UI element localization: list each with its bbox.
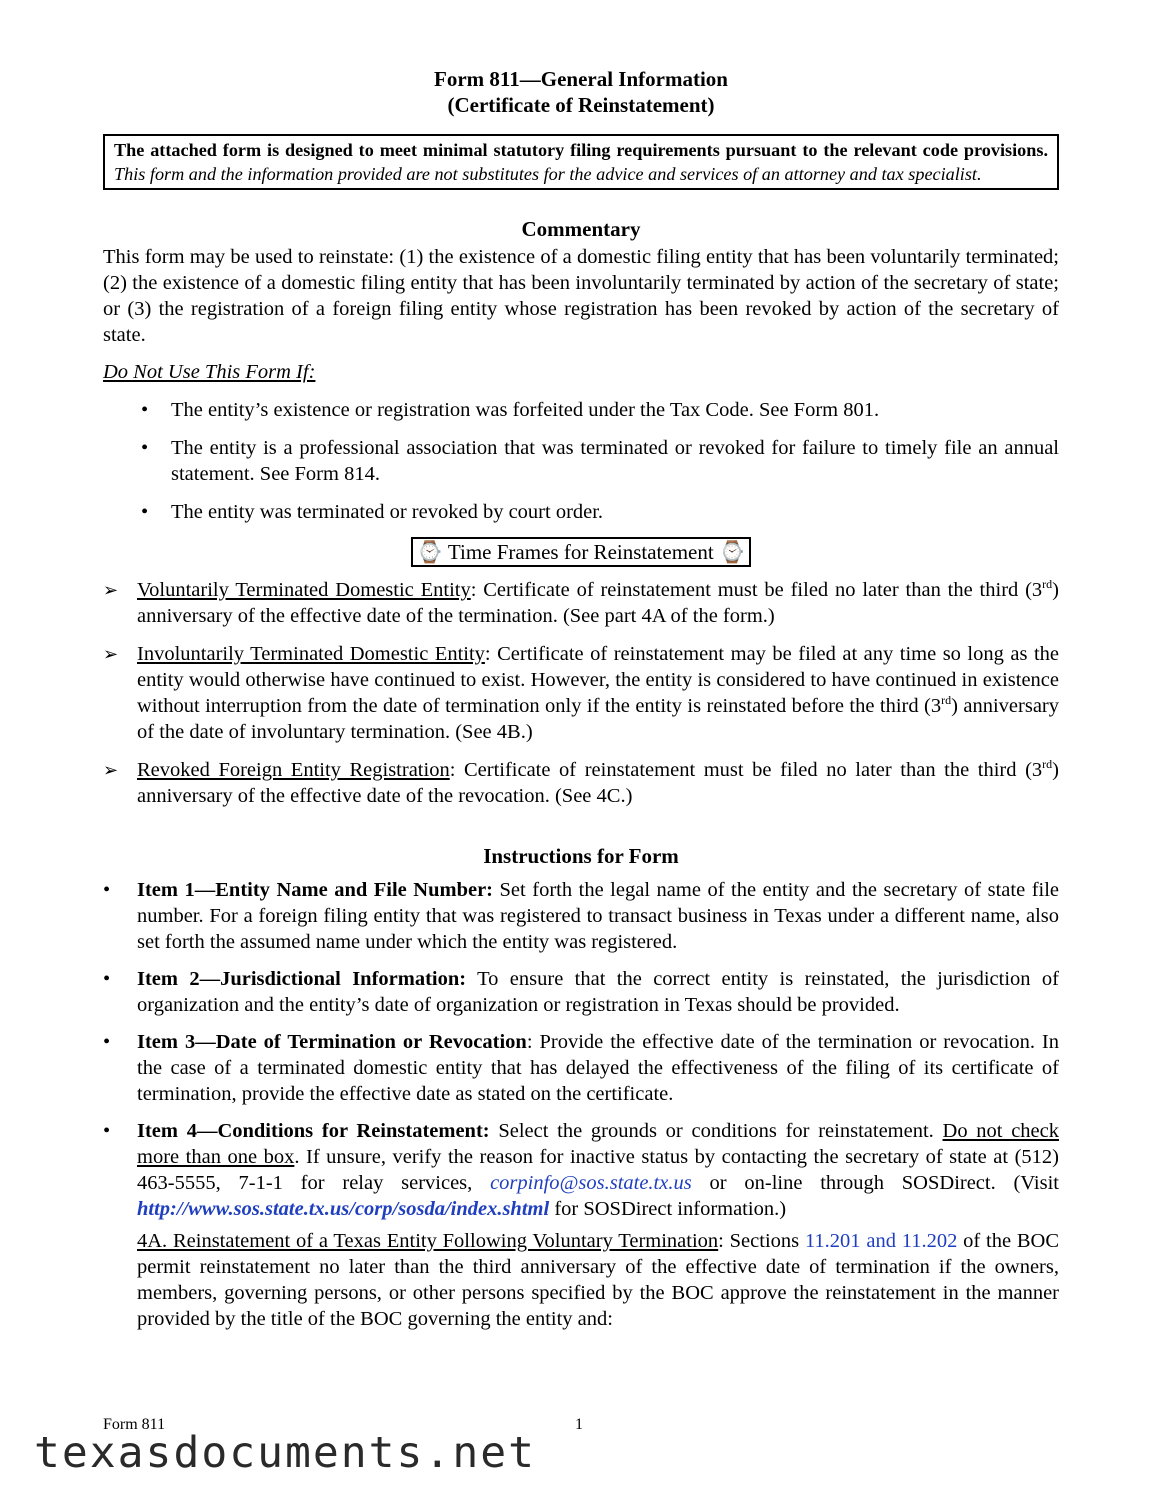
time-frames-list [103, 577, 1059, 809]
commentary-heading: Commentary [521, 217, 641, 241]
footer-page-number: 1 [575, 1416, 583, 1433]
section-4a-text: : Sections [718, 1230, 805, 1252]
email-link[interactable]: corpinfo@sos.state.tx.us [490, 1172, 692, 1194]
item-text: Set forth the legal name of the entity and the secretary of state file number. For a foreign filing entity that was registered to transact business in Texas under a different name, also set forth the assumed name under which the entity was registered. [137, 879, 1060, 953]
time-frame-title: Voluntarily Terminated Domestic Entity [137, 579, 471, 601]
bullet-icon: • [141, 501, 149, 523]
notice-italic-text: This form and the information provided are not substitutes for the advice and services of an attorney and tax specialist. [114, 164, 982, 184]
list-item [103, 877, 1059, 955]
instructions-heading: Instructions for Form [483, 844, 679, 868]
title-line-1: Form 811—General Information [434, 67, 728, 91]
arrow-bullet-icon: ➢ [103, 760, 119, 780]
item-text: Select the grounds or conditions for reinstatement. [489, 1120, 943, 1142]
bullet-icon: • [141, 437, 149, 459]
superscript: rd [1042, 577, 1053, 592]
superscript: rd [1042, 757, 1053, 772]
time-frame-text: : Certificate of reinstatement must be filed no later than the third (3 [470, 579, 1043, 601]
section-4a-title: 4A. Reinstatement of a Texas Entity Following Voluntary Termination [137, 1230, 719, 1252]
bullet-icon: • [141, 399, 149, 421]
list-item-text: The entity’s existence or registration was forfeited under the Tax Code. See Form 801. [171, 399, 880, 421]
section-4a [137, 1228, 1059, 1332]
list-item [103, 435, 1059, 487]
arrow-bullet-icon: ➢ [103, 644, 119, 664]
time-frame-title: Revoked Foreign Entity Registration [137, 759, 450, 781]
item-emphasis: Do not check more than one box [137, 1120, 1060, 1168]
list-item [103, 499, 1059, 525]
time-frame-text: : Certificate of reinstatement may be filed at any time so long as the entity would otherwise have continued to exist. However, the entity is considered to have continued in existence without interruption from the date of termination only if the entity is reinstated before the third (3 [137, 643, 1059, 717]
list-item [103, 1118, 1059, 1332]
item-label: Item 4—Conditions for Reinstatement: [137, 1120, 490, 1142]
item-label: Item 2—Jurisdictional Information: [137, 968, 467, 990]
clock-icon: ⌚ [416, 540, 444, 564]
bullet-icon: • [103, 1120, 111, 1142]
bullet-icon: • [103, 1031, 111, 1053]
notice-box [103, 134, 1059, 190]
superscript: rd [941, 693, 952, 708]
time-frame-text: ) anniversary of the date of involuntary termination. (See 4B.) [137, 695, 1060, 743]
time-frames-label: Time Frames for Reinstatement [447, 540, 714, 564]
boc-sections-link[interactable]: 11.201 and 11.202 [804, 1230, 958, 1252]
title-line-2: (Certificate of Reinstatement) [447, 93, 715, 117]
item-text: for SOSDirect information.) [549, 1198, 787, 1220]
item-text: . If unsure, verify the reason for inactive status by contacting the secretary of state at (512) 463-5555, 7-1-1 for relay services, [137, 1146, 1059, 1194]
time-frame-text: ) anniversary of the effective date of the revocation. (See 4C.) [137, 759, 1059, 807]
instructions-list [103, 877, 1059, 1332]
footer-form-label: Form 811 [103, 1416, 166, 1433]
sosdirect-link[interactable]: http://www.sos.state.tx.us/corp/sosda/index.shtml [137, 1198, 550, 1220]
item-text: : Provide the effective date of the termination or revocation. In the case of a terminated domestic entity that has delayed the effectiveness of the filing of its certificate of termination, provide the effective date as stated on the certificate. [137, 1031, 1059, 1105]
do-not-use-list [103, 397, 1059, 525]
list-item-text: The entity was terminated or revoked by court order. [171, 501, 604, 523]
item-label: Item 3—Date of Termination or Revocation [137, 1031, 527, 1053]
arrow-bullet-icon: ➢ [103, 580, 119, 600]
section-4a-text: of the BOC permit reinstatement no later than the third anniversary of the effective date of termination if the owners, members, governing persons, or other persons specified by the BOC approve the reinstatement in the manner provided by the title of the BOC governing the entity and: [137, 1230, 1060, 1330]
list-item [103, 577, 1059, 629]
commentary-intro: This form may be used to reinstate: (1) the existence of a domestic filing entity that has been voluntarily terminated; (2) the existence of a domestic filing entity that has been involuntarily terminated by action of the secretary of state; or (3) the registration of a foreign filing entity whose registration has been revoked by action of the secretary of state. [103, 246, 1059, 346]
list-item [103, 641, 1059, 745]
item-text: or on-line through SOSDirect. (Visit [691, 1172, 1059, 1194]
time-frames-banner [103, 537, 1059, 567]
time-frames-box [411, 537, 751, 567]
do-not-use-heading: Do Not Use This Form If: [103, 361, 316, 383]
item-text: To ensure that the correct entity is reinstated, the jurisdiction of organization and the entity’s date of organization or registration in Texas should be provided. [137, 968, 1059, 1016]
time-frame-title: Involuntarily Terminated Domestic Entity [137, 643, 485, 665]
list-item-text: The entity is a professional association that was terminated or revoked for failure to timely file an annual statement. See Form 814. [171, 437, 1059, 485]
list-item [103, 757, 1059, 809]
list-item [103, 966, 1059, 1018]
bullet-icon: • [103, 968, 111, 990]
list-item [103, 1029, 1059, 1107]
item-label: Item 1—Entity Name and File Number: [137, 879, 494, 901]
watermark: texasdocuments.net [34, 1428, 536, 1478]
time-frame-text: ) anniversary of the effective date of the termination. (See part 4A of the form.) [137, 579, 1059, 627]
list-item [103, 397, 1059, 423]
clock-icon: ⌚ [718, 540, 746, 564]
notice-bold-text: The attached form is designed to meet minimal statutory filing requirements pursuant to the relevant code provisions. [114, 140, 1048, 160]
document-page [103, 66, 1059, 1343]
page-title [103, 66, 1059, 118]
time-frame-text: : Certificate of reinstatement must be filed no later than the third (3 [449, 759, 1043, 781]
bullet-icon: • [103, 879, 111, 901]
